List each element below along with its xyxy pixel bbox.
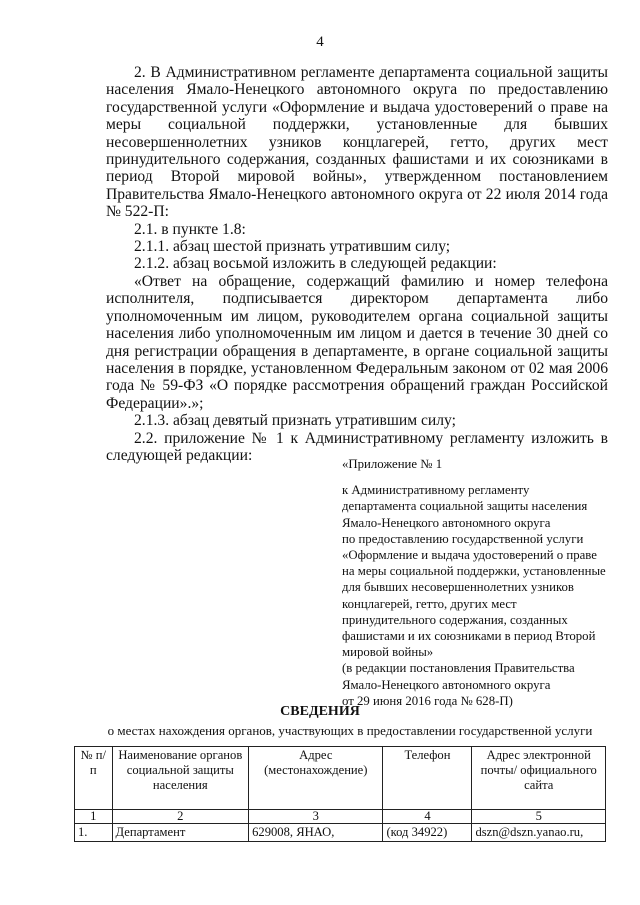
places-table <box>74 746 606 842</box>
table-header-row <box>75 747 606 810</box>
appendix-line: фашистами и их союзниками в период Второй <box>342 629 596 644</box>
header-address: Адрес (местонахождение) <box>249 747 383 810</box>
header-organ-name: Наименование органов социальной защиты населения <box>112 747 249 810</box>
row-email: dszn@dszn.yanao.ru, <box>472 824 606 842</box>
header-number: № п/п <box>75 747 113 810</box>
header-email-site: Адрес электронной почты/ официального сайта <box>472 747 606 810</box>
appendix-line: от 29 июня 2016 года № 628-П) <box>342 693 513 708</box>
paragraph-item-2-1: 2.1. в пункте 1.8: <box>134 220 246 238</box>
body-text <box>106 64 608 464</box>
column-number: 5 <box>472 810 606 824</box>
column-number: 1 <box>75 810 113 824</box>
paragraph-quoted-text: «Ответ на обращение, содержащий фамилию и номер телефона исполнителя, подписывается директором департамента либо уполномоченным им лицом, руководителем органа социальной защиты населения либо уполномоченным им лицом и дается в течение 30 дней со дня регистрации обращения в департаменте, в органе социальной защиты населения в порядке, установленном Федеральным законом от 02 мая 2006 года № 59-ФЗ «О порядке рассмотрения обращений граждан Российской Федерации».»; <box>106 272 608 412</box>
paragraph-item-2-1-3: 2.1.3. абзац девятый признать утратившим силу; <box>134 412 456 430</box>
appendix-line: департамента социальной защиты населения <box>342 499 588 514</box>
appendix-title: «Приложение № 1 <box>342 457 443 471</box>
appendix-line: к Административному регламенту <box>342 483 530 498</box>
row-organ-name: Департамент <box>112 824 249 842</box>
appendix-line: Ямало-Ненецкого автономного округа <box>342 677 551 692</box>
column-number: 4 <box>383 810 472 824</box>
appendix-line: для бывших несовершеннолетних узников <box>342 580 574 595</box>
header-phone: Телефон <box>383 747 472 810</box>
appendix-line: концлагерей, гетто, других мест <box>342 596 517 611</box>
row-number: 1. <box>75 824 113 842</box>
section-subheading: о местах нахождения органов, участвующих в предоставлении государственной услуги <box>107 723 593 738</box>
appendix-line: принудительного содержания, созданных <box>342 612 568 627</box>
appendix-line: Ямало-Ненецкого автономного округа <box>342 515 551 530</box>
appendix-line: (в редакции постановления Правительства <box>342 661 575 676</box>
appendix-line: «Оформление и выдача удостоверений о праве <box>342 548 597 563</box>
appendix-line: мировой войны» <box>342 645 434 660</box>
row-phone: (код 34922) <box>383 824 472 842</box>
column-number-row <box>75 810 606 824</box>
table-row <box>75 824 606 842</box>
row-address: 629008, ЯНАО, <box>249 824 383 842</box>
appendix-block <box>342 456 608 709</box>
appendix-line: на меры социальной поддержки, установленные <box>342 564 606 579</box>
paragraph-item-2-2: 2.2. приложение № 1 к Административному регламенту изложить в следующей редакции: <box>106 429 608 464</box>
paragraph-item-2-1-1: 2.1.1. абзац шестой признать утратившим силу; <box>134 238 451 256</box>
paragraph-item-2-1-2: 2.1.2. абзац восьмой изложить в следующей редакции: <box>134 255 497 273</box>
column-number: 3 <box>249 810 383 824</box>
page-number: 4 <box>316 34 324 50</box>
section-heading: СВЕДЕНИЯ <box>280 704 360 719</box>
column-number: 2 <box>112 810 249 824</box>
paragraph-regulation-intro: 2. В Административном регламенте департамента социальной защиты населения Ямало-Ненецкого автономного округа по предоставлению государственной услуги «Оформление и выдача удостоверений о праве на меры социальной поддержки, установленные для бывших несовершеннолетних узников концлагерей, гетто, других мест принудительного содержания, созданных фашистами и их союзниками в период Второй мировой войны», утвержденном постановлением Правительства Ямало-Ненецкого автономного округа от 22 июля 2014 года № 522-П: <box>106 64 608 221</box>
appendix-line: по предоставлению государственной услуги <box>342 531 584 546</box>
